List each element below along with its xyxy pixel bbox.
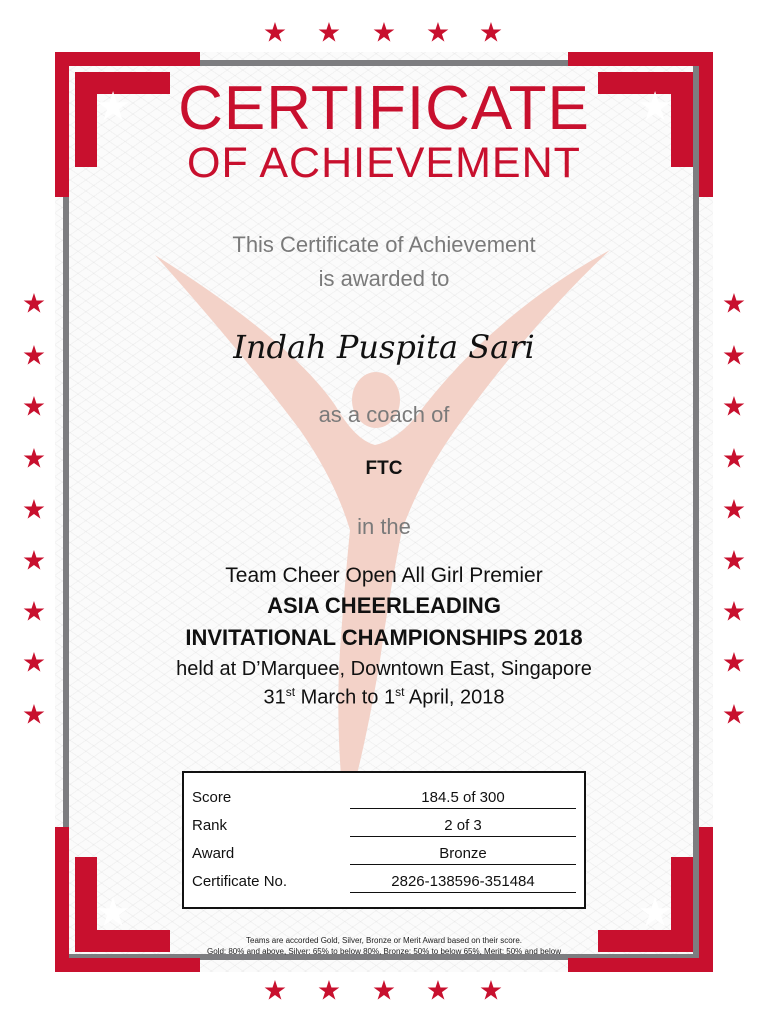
corner-star-icon: ★ — [637, 890, 673, 936]
role-line: as a coach of — [318, 402, 450, 427]
intro-line-2: is awarded to — [318, 266, 450, 291]
star-icon: ★ — [721, 391, 747, 423]
date-start-suffix: st — [285, 685, 296, 699]
star-icon: ★ — [371, 17, 397, 49]
star-icon: ★ — [721, 443, 747, 475]
star-icon: ★ — [478, 975, 504, 1007]
star-icon: ★ — [425, 17, 451, 49]
star-icon: ★ — [721, 545, 747, 577]
event-title-line-1: ASIA CHEERLEADING — [267, 593, 501, 618]
star-icon: ★ — [21, 288, 47, 320]
date-end: April, 2018 — [404, 686, 505, 709]
result-label: Rank — [192, 817, 228, 834]
division-line: Team Cheer Open All Girl Premier — [225, 564, 543, 587]
result-row-certificate-no — [192, 867, 572, 893]
result-row-rank — [192, 811, 572, 837]
star-icon: ★ — [262, 17, 288, 49]
date-start-day: 31 — [263, 686, 286, 709]
corner-star-icon: ★ — [95, 890, 131, 936]
date-end-suffix: st — [395, 685, 405, 699]
result-value: Bronze — [350, 845, 576, 865]
star-icon: ★ — [425, 975, 451, 1007]
star-icon: ★ — [721, 340, 747, 372]
star-icon: ★ — [262, 975, 288, 1007]
in-the-line: in the — [357, 514, 411, 539]
star-icon: ★ — [21, 596, 47, 628]
result-row-award — [192, 839, 572, 865]
star-icon: ★ — [21, 443, 47, 475]
star-icon: ★ — [721, 494, 747, 526]
star-icon: ★ — [371, 975, 397, 1007]
star-icon: ★ — [21, 647, 47, 679]
event-title-line-2: INVITATIONAL CHAMPIONSHIPS 2018 — [185, 625, 583, 650]
star-icon: ★ — [21, 391, 47, 423]
star-icon: ★ — [21, 545, 47, 577]
certificate-subtitle: OF ACHIEVEMENT — [187, 139, 581, 187]
team-name: FTC — [365, 458, 403, 479]
star-icon: ★ — [21, 699, 47, 731]
footnote-line-1: Teams are accorded Gold, Silver, Bronze or Merit Award based on their score. — [246, 936, 522, 945]
star-icon: ★ — [721, 647, 747, 679]
star-icon: ★ — [21, 494, 47, 526]
recipient-name: Indah Puspita Sari — [233, 328, 535, 366]
star-icon: ★ — [316, 17, 342, 49]
star-icon: ★ — [21, 340, 47, 372]
result-row-score — [192, 783, 572, 809]
corner-star-icon: ★ — [95, 84, 131, 130]
results-box — [182, 771, 586, 909]
venue-line: held at D’Marquee, Downtown East, Singapore — [176, 658, 592, 680]
intro-line-1: This Certificate of Achievement — [232, 232, 536, 257]
star-icon: ★ — [478, 17, 504, 49]
result-value: 184.5 of 300 — [350, 789, 576, 809]
date-line — [0, 686, 768, 709]
star-icon: ★ — [721, 699, 747, 731]
date-middle: March to 1 — [295, 686, 396, 709]
result-label: Award — [192, 845, 235, 862]
star-icon: ★ — [316, 975, 342, 1007]
result-value: 2826-138596-351484 — [350, 873, 576, 893]
corner-star-icon: ★ — [637, 84, 673, 130]
star-icon: ★ — [721, 596, 747, 628]
result-label: Certificate No. — [192, 873, 288, 890]
footnote-line-2: Gold: 80% and above, Silver: 65% to below 80%, Bronze: 50% to below 65%, Merit: 50% and below — [207, 947, 561, 956]
certificate-title: CERTIFICATE — [178, 74, 590, 143]
star-icon: ★ — [721, 288, 747, 320]
result-label: Score — [192, 789, 232, 806]
result-value: 2 of 3 — [350, 817, 576, 837]
